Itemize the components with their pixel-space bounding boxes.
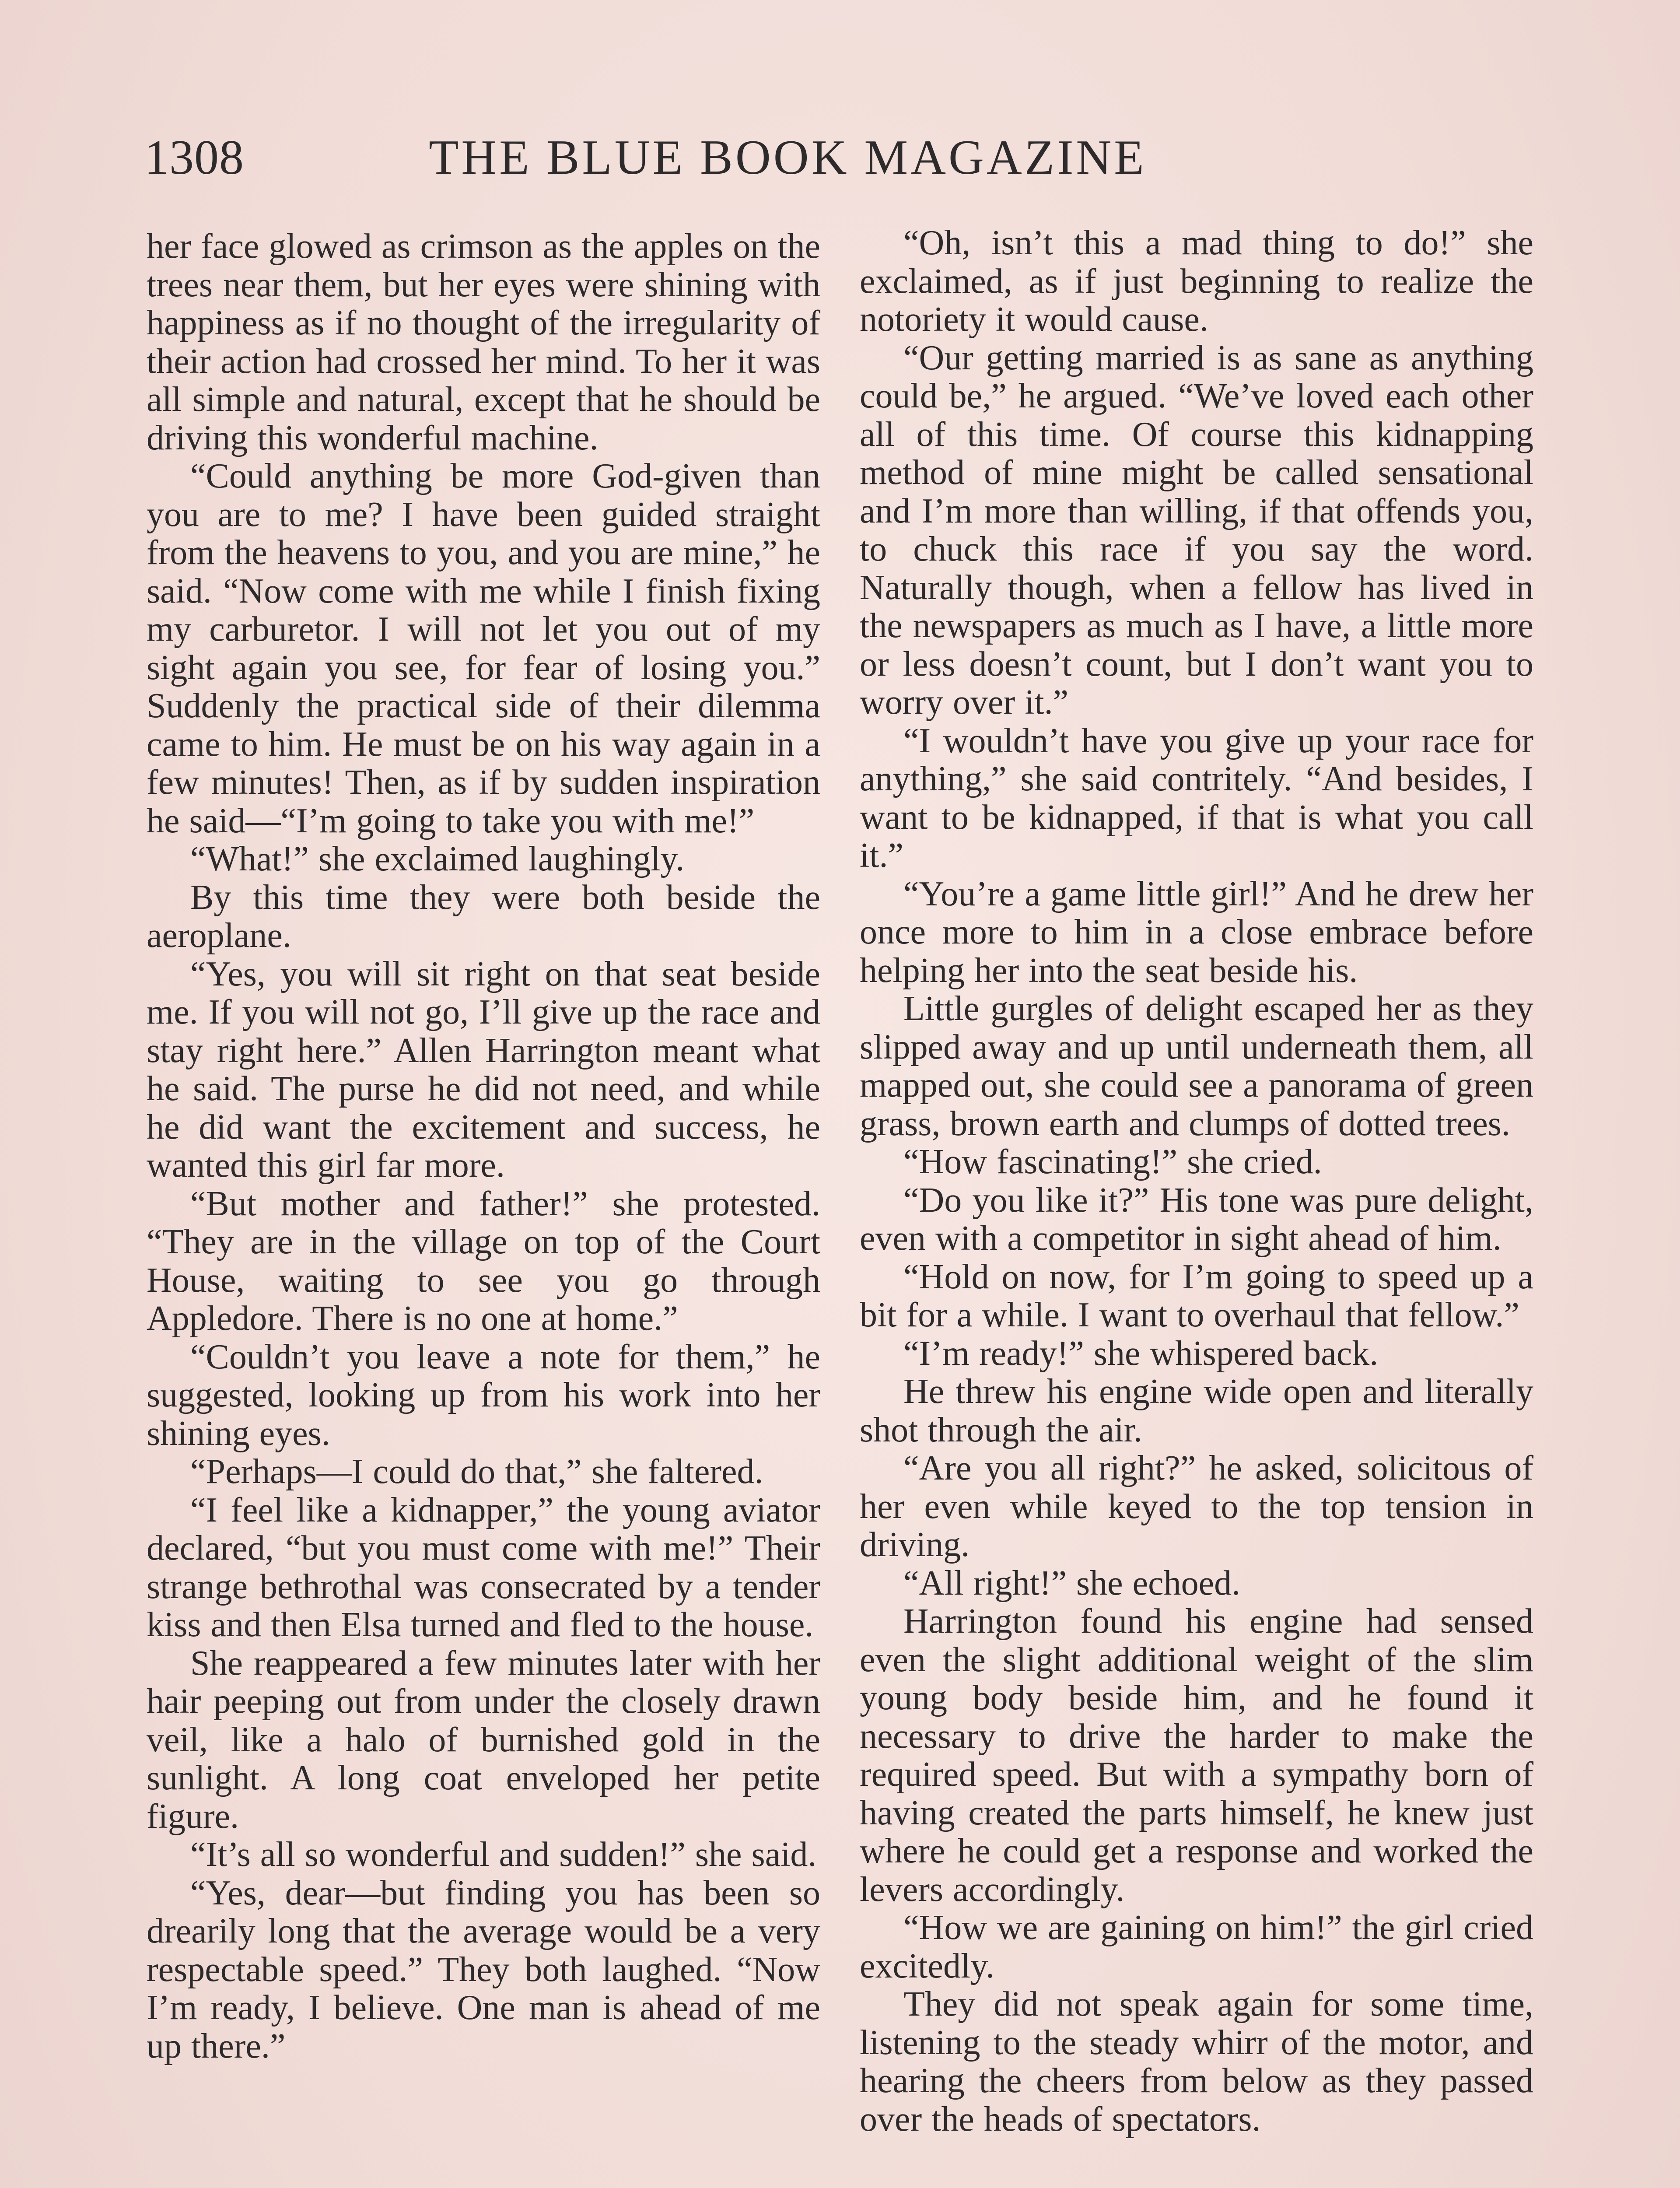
- left-column: [147, 228, 820, 2065]
- magazine-title: THE BLUE BOOK MAGAZINE: [429, 130, 1147, 185]
- paragraph: He threw his engine wide open and literally shot through the air.: [860, 1372, 1533, 1449]
- page-header: [144, 125, 1544, 199]
- paragraph: She reappeared a few minutes later with her hair peeping out from under the closely drawn veil, like a halo of burnished gold in the sunlight. A long coat enveloped her petite figure.: [147, 1644, 820, 1836]
- paragraph: “I feel like a kidnapper,” the young aviator declared, “but you must come with me!” Their strange bethrothal was consecrated by a tender kiss and then Elsa turned and fled to the house.: [147, 1490, 820, 1644]
- paragraph: “Perhaps—I could do that,” she faltered.: [190, 1452, 763, 1491]
- paragraph: By this time they were both beside the aeroplane.: [147, 878, 820, 955]
- paragraph: “Yes, dear—but finding you has been so drearily long that the average would be a very respectable speed.” They both laughed. “Now I’m ready, I believe. One man is ahead of me up there.”: [147, 1873, 820, 2065]
- paragraph: “But mother and father!” she protested. “They are in the village on top of the Court House, waiting to see you go through Appledore. There is no one at home.”: [147, 1184, 820, 1338]
- paragraph: “You’re a game little girl!” And he drew her once more to him in a close embrace before helping her into the seat beside his.: [860, 874, 1533, 990]
- paragraph: Harrington found his engine had sensed even the slight additional weight of the slim young body beside him, and he found it necessary to drive the harder to make the required speed. But with a sympathy born of having created the parts himself, he knew just where he could get a response and worked the levers accordingly.: [860, 1602, 1533, 1909]
- paragraph: “It’s all so wonderful and sudden!” she said.: [190, 1835, 817, 1874]
- paragraph: “Hold on now, for I’m going to speed up a bit for a while. I want to overhaul that fellow.”: [860, 1257, 1533, 1334]
- paragraph: “Oh, isn’t this a mad thing to do!” she exclaimed, as if just beginning to realize the notoriety it would cause.: [860, 224, 1533, 339]
- paragraph: “Yes, you will sit right on that seat beside me. If you will not go, I’ll give up the race and stay right here.” Allen Harrington meant what he said. The purse he did not need, and while he did want the excitement and success, he wanted this girl far more.: [147, 954, 820, 1185]
- paragraph: “How fascinating!” she cried.: [903, 1143, 1322, 1181]
- paragraph: “I’m ready!” she whispered back.: [903, 1334, 1379, 1373]
- right-column: [860, 224, 1533, 2139]
- page-number: 1308: [144, 130, 244, 185]
- paragraph: “Do you like it?” His tone was pure delight, even with a competitor in sight ahead of him.: [860, 1181, 1533, 1258]
- paragraph: “Are you all right?” he asked, solicitous of her even while keyed to the top tension in driving.: [860, 1449, 1533, 1564]
- paragraph: Little gurgles of delight escaped her as they slipped away and up until underneath them, all mapped out, she could see a panorama of green grass, brown earth and clumps of dotted trees.: [860, 989, 1533, 1143]
- paragraph: “How we are gaining on him!” the girl cried excitedly.: [860, 1908, 1533, 1985]
- paragraph: “Couldn’t you leave a note for them,” he suggested, looking up from his work into her shining eyes.: [147, 1337, 820, 1453]
- paragraph: “All right!” she echoed.: [903, 1564, 1241, 1602]
- paragraph: “What!” she exclaimed laughingly.: [190, 840, 685, 878]
- paragraph: her face glowed as crimson as the apples on the trees near them, but her eyes were shining with happiness as if no thought of the irregularity of their action had crossed her mind. To her it was all simple and natural, except that he should be driving this wonderful machine.: [147, 227, 820, 457]
- paragraph: “I wouldn’t have you give up your race for anything,” she said contritely. “And besides, I want to be kidnapped, if that is what you call it.”: [860, 721, 1533, 875]
- paragraph: “Our getting married is as sane as anything could be,” he argued. “We’ve loved each other all of this time. Of course this kidnapping method of mine might be called sensational and I’m more than willing, if that offends you, to chuck this race if you say the word. Naturally though, when a fellow has lived in the newspapers as much as I have, a little more or less doesn’t count, but I don’t want you to worry over it.”: [860, 338, 1533, 722]
- paragraph: They did not speak again for some time, listening to the steady whirr of the motor, and hearing the cheers from below as they passed over the heads of spectators.: [860, 1985, 1533, 2139]
- paragraph: “Could anything be more God-given than you are to me? I have been guided straight from the heavens to you, and you are mine,” he said. “Now come with me while I finish fixing my carburetor. I will not let you out of my sight again you see, for fear of losing you.” Suddenly the practical side of their dilemma came to him. He must be on his way again in a few minutes! Then, as if by sudden inspiration he said—“I’m going to take you with me!”: [147, 457, 820, 840]
